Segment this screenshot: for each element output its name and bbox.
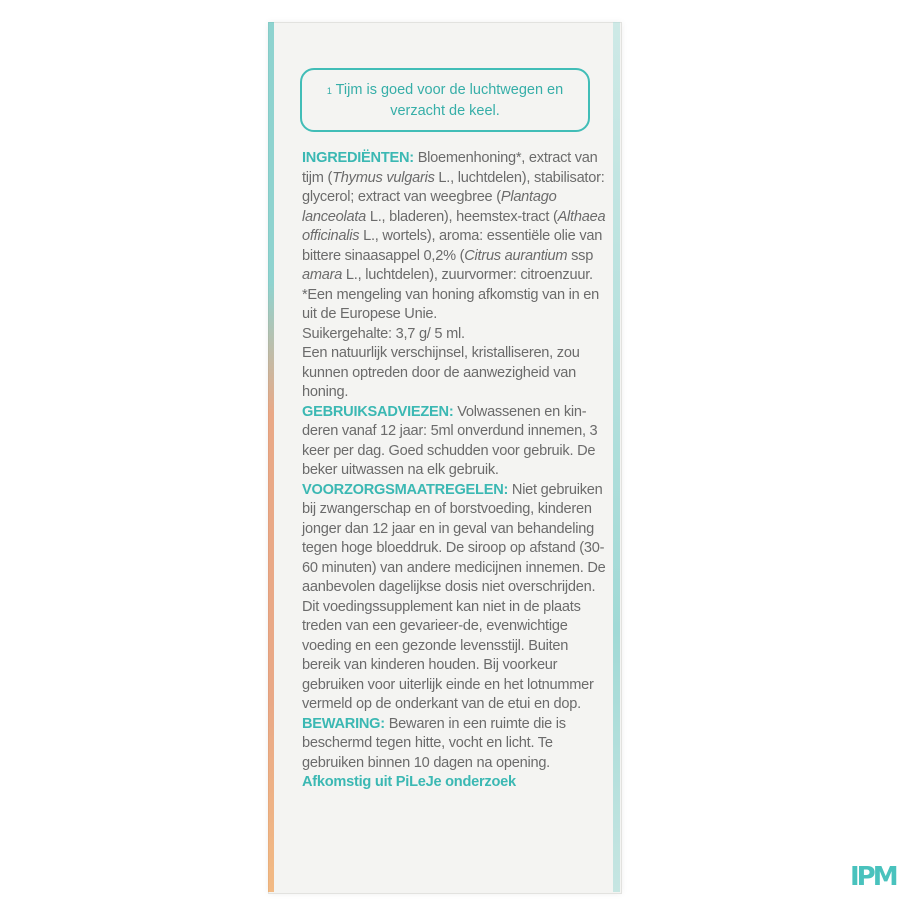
precautions-text: Niet gebruiken bij zwangerschap en of borstvoeding, kinderen jonger dan 12 jaar en in geval van behandeling tegen hoge bloeddruk. De siroop op afstand (30-60 minuten) van andere medicijnen innemen. De aanbevolen dagelijkse dosis niet overschrijden. Dit voedingssupplement kan niet in de plaats treden van een gevarieer-de, evenwichtige voeding en een gezonde levensstijl. Buiten bereik van kinderen houden. Bij voorkeur gebruiken voor uiterlijk einde en het lotnummer vermeld op de onderkant van de etui en dop. <box>302 481 606 712</box>
ingredients-latin-2: Plantago lanceolata <box>302 189 557 225</box>
thyme-info-text: Tijm is goed voor de luchtwegen en verzacht de keel. <box>335 82 564 119</box>
ingredients-text-3: L., bladeren), heemstex-tract ( <box>366 208 558 225</box>
ingredients-text-6: L., luchtdelen), zuurvormer: citroenzuur. <box>342 267 593 283</box>
ingredients-heading: INGREDIËNTEN: <box>302 150 414 166</box>
ingredients-latin-3: Althaea officinalis <box>302 208 606 244</box>
storage-section <box>302 715 606 774</box>
storage-heading: BEWARING: <box>302 715 385 732</box>
research-footer: Afkomstig uit PiLeJe onderzoek <box>302 774 516 790</box>
ipm-logo: IPM <box>850 862 896 892</box>
crystallization-note: Een natuurlijk verschijnsel, kristalliseren, zou kunnen optreden door de aanwezigheid van honing. <box>302 345 580 400</box>
package-left-edge <box>268 22 274 892</box>
ingredients-text-5: ssp <box>567 247 594 264</box>
package-right-edge <box>613 22 620 892</box>
precautions-section <box>302 481 606 715</box>
thyme-info-box <box>300 68 590 132</box>
footnote-marker: 1 <box>326 86 332 96</box>
ingredients-latin-1: Thymus vulgaris <box>332 169 435 186</box>
ingredients-section <box>302 149 606 286</box>
storage-text: Bewaren in een ruimte die is beschermd tegen hitte, vocht en licht. Te gebruiken binnen 10 dagen na opening. <box>302 715 566 771</box>
usage-section <box>302 403 606 481</box>
usage-text: Volwassenen en kin-deren vanaf 12 jaar: 5ml onverdund innemen, 3 keer per dag. Goed schudden voor gebruik. De beker uitwassen na elk gebruik. <box>302 403 598 478</box>
ingredients-text-1: Bloemenhoning*, extract van tijm ( <box>302 150 598 186</box>
ingredients-latin-5: amara <box>302 267 343 283</box>
label-text <box>302 149 606 793</box>
usage-heading: GEBRUIKSADVIEZEN: <box>302 403 454 420</box>
sugar-content: Suikergehalte: 3,7 g/ 5 ml. <box>302 325 465 342</box>
ingredients-latin-4: Citrus aurantium <box>464 247 568 264</box>
ingredients-text-2: L., luchtdelen), stabilisator: glycerol; extract van weegbree ( <box>302 169 605 205</box>
honey-origin-note: *Een mengeling van honing afkomstig van in en uit de Europese Unie. <box>302 286 600 322</box>
ingredients-text-4: L., wortels), aroma: essentiële olie van bittere sinaasappel 0,2% ( <box>302 228 603 264</box>
precautions-heading: VOORZORGSMAATREGELEN: <box>302 481 509 498</box>
